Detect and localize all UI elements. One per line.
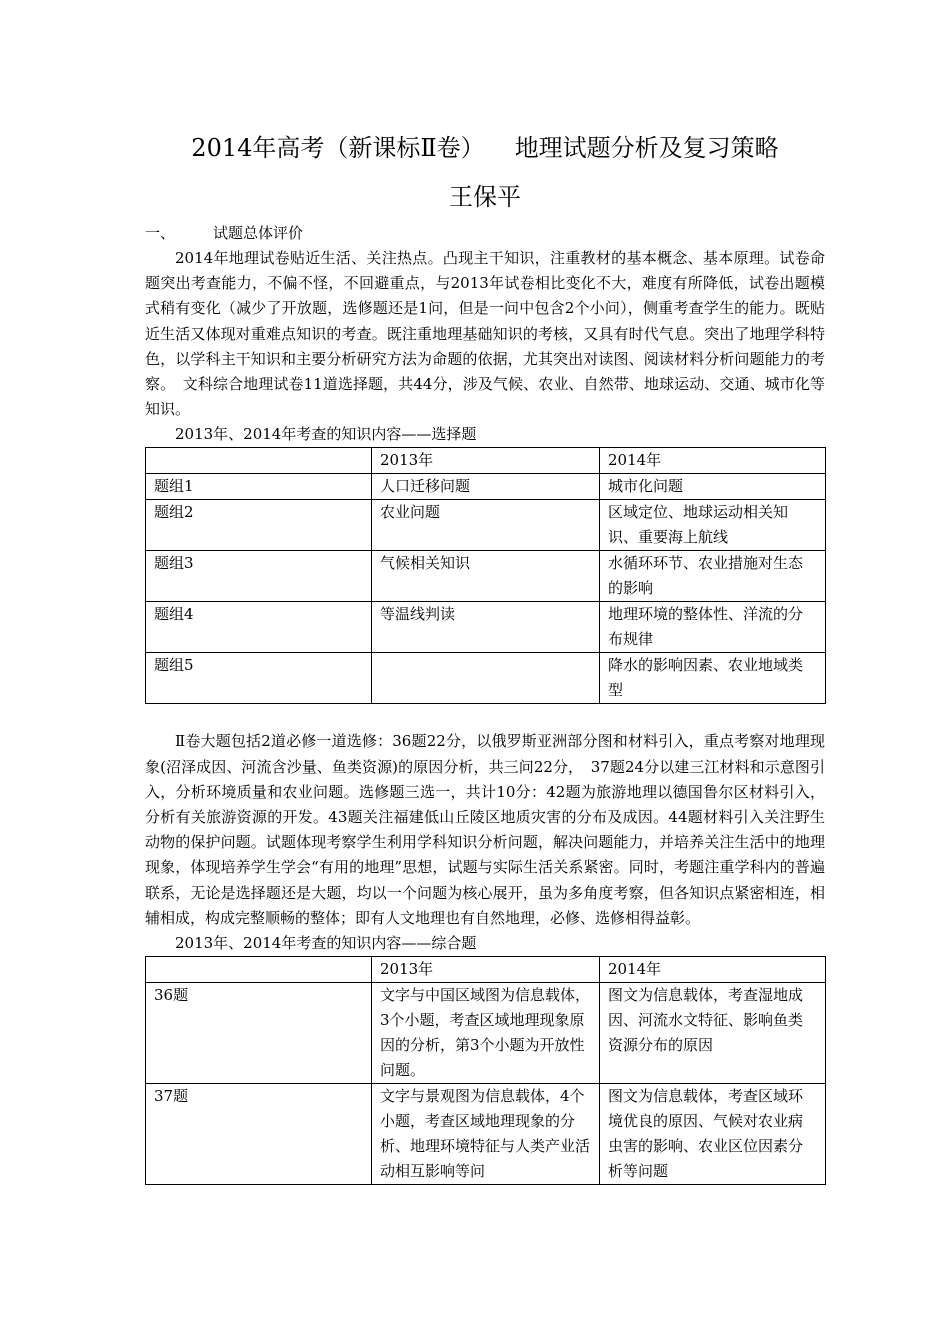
table-header-row [146,448,826,474]
title-part2: 地理试题分析及复习策略 [514,134,779,162]
table-cell: 图文为信息载体，考查区域环境优良的原因、气候对农业病虫害的影响、农业区位因素分析等问题 [600,1084,826,1185]
comprehensive-question-table [145,956,826,1185]
section-title: 试题总体评价 [213,224,304,242]
table-cell: 降水的影响因素、农业地域类型 [600,653,826,704]
table-header-cell: 2014年 [600,448,826,474]
table-cell: 城市化问题 [600,474,826,500]
table-row [146,551,826,602]
table-cell: 题组3 [146,551,372,602]
table-cell: 农业问题 [372,500,600,551]
table-cell: 题组4 [146,602,372,653]
table-header-cell [146,957,372,983]
table-row [146,983,826,1084]
table1-caption: 2013年、2014年考查的知识内容——选择题 [175,425,477,444]
table-cell: 题组1 [146,474,372,500]
section-number: 一、 [145,224,176,242]
table-cell: 气候相关知识 [372,551,600,602]
table-header-cell [146,448,372,474]
table-row [146,653,826,704]
paragraph-overview: 2014年地理试卷贴近生活、关注热点。凸现主干知识，注重教材的基本概念、基本原理。试卷命题突出考查能力，不偏不怪，不回避重点，与2013年试卷相比变化不大，难度有所降低，试卷出题模式稍有变化（减少了开放题，选修题还是1问，但是一问中包含2个小问），侧重考查学生的能力。既贴近生活又体现对重难点知识的考查。既注重地理基础知识的考核，又具有时代气息。突出了地理学科特色，以学科主干知识和主要分析研究方法为命题的依据，尤其突出对读图、阅读材料分析问题能力的考察。 文科综合地理试卷11道选择题，共44分，涉及气候、农业、自然带、地球运动、交通、城市化等知识。 [145,249,825,419]
table-header-cell: 2014年 [600,957,826,983]
paragraph-comprehensive: Ⅱ卷大题包括2道必修一道选修：36题22分，以俄罗斯亚洲部分图和材料引入，重点考察对地理现象(沼泽成因、河流含沙量、鱼类资源)的原因分析，共三问22分， 37题24分以建三江材料和示意图引入，分析环境质量和农业问题。选修题三选一，共计10分：42题为旅游地理以德国鲁尔区材料引入，分析有关旅游资源的开发。43题关注福建低山丘陵区地质灾害的分布及成因。44题材料引入关注野生动物的保护问题。试题体现考察学生利用学科知识分析问题，解决问题能力，并培养关注生活中的地理现象，体现培养学生学会“有用的地理”思想，试题与实际生活关系紧密。同时，考题注重学科内的普遍联系，无论是选择题还是大题，均以一个问题为核心展开，虽为多角度考察，但各知识点紧密相连，相辅相成，构成完整顺畅的整体；即有人文地理也有自然地理，必修、选修相得益彰。 [145,732,825,927]
table-cell: 题组2 [146,500,372,551]
table-cell: 36题 [146,983,372,1084]
document-title [145,130,825,166]
table-cell: 地理环境的整体性、洋流的分布规律 [600,602,826,653]
table-cell: 水循环环节、农业措施对生态的影响 [600,551,826,602]
document-page [145,130,825,1185]
spacer [145,704,825,729]
table-header-cell: 2013年 [372,957,600,983]
title-part1: 2014年高考（新课标Ⅱ卷） [191,134,485,162]
table-cell: 题组5 [146,653,372,704]
table-cell [372,653,600,704]
table-cell: 区域定位、地球运动相关知识、重要海上航线 [600,500,826,551]
multiple-choice-table [145,447,826,704]
author-name: 王保平 [449,183,521,211]
table-cell: 等温线判读 [372,602,600,653]
table-header-cell: 2013年 [372,448,600,474]
table-cell: 37题 [146,1084,372,1185]
table-cell: 文字与中国区域图为信息载体，3个小题，考查区域地理现象原因的分析，第3个小题为开放性问题。 [372,983,600,1084]
table-row [146,500,826,551]
table2-caption: 2013年、2014年考查的知识内容——综合题 [175,934,477,953]
table-cell: 图文为信息载体，考查湿地成因、河流水文特征、影响鱼类资源分布的原因 [600,983,826,1084]
table-cell: 文字与景观图为信息载体，4个小题，考查区域地理现象的分析、地理环境特征与人类产业活动相互影响等问 [372,1084,600,1185]
section-heading [145,221,825,246]
table-row [146,474,826,500]
table-row [146,1084,826,1185]
table-header-row [146,957,826,983]
table-row [146,602,826,653]
table-cell: 人口迁移问题 [372,474,600,500]
